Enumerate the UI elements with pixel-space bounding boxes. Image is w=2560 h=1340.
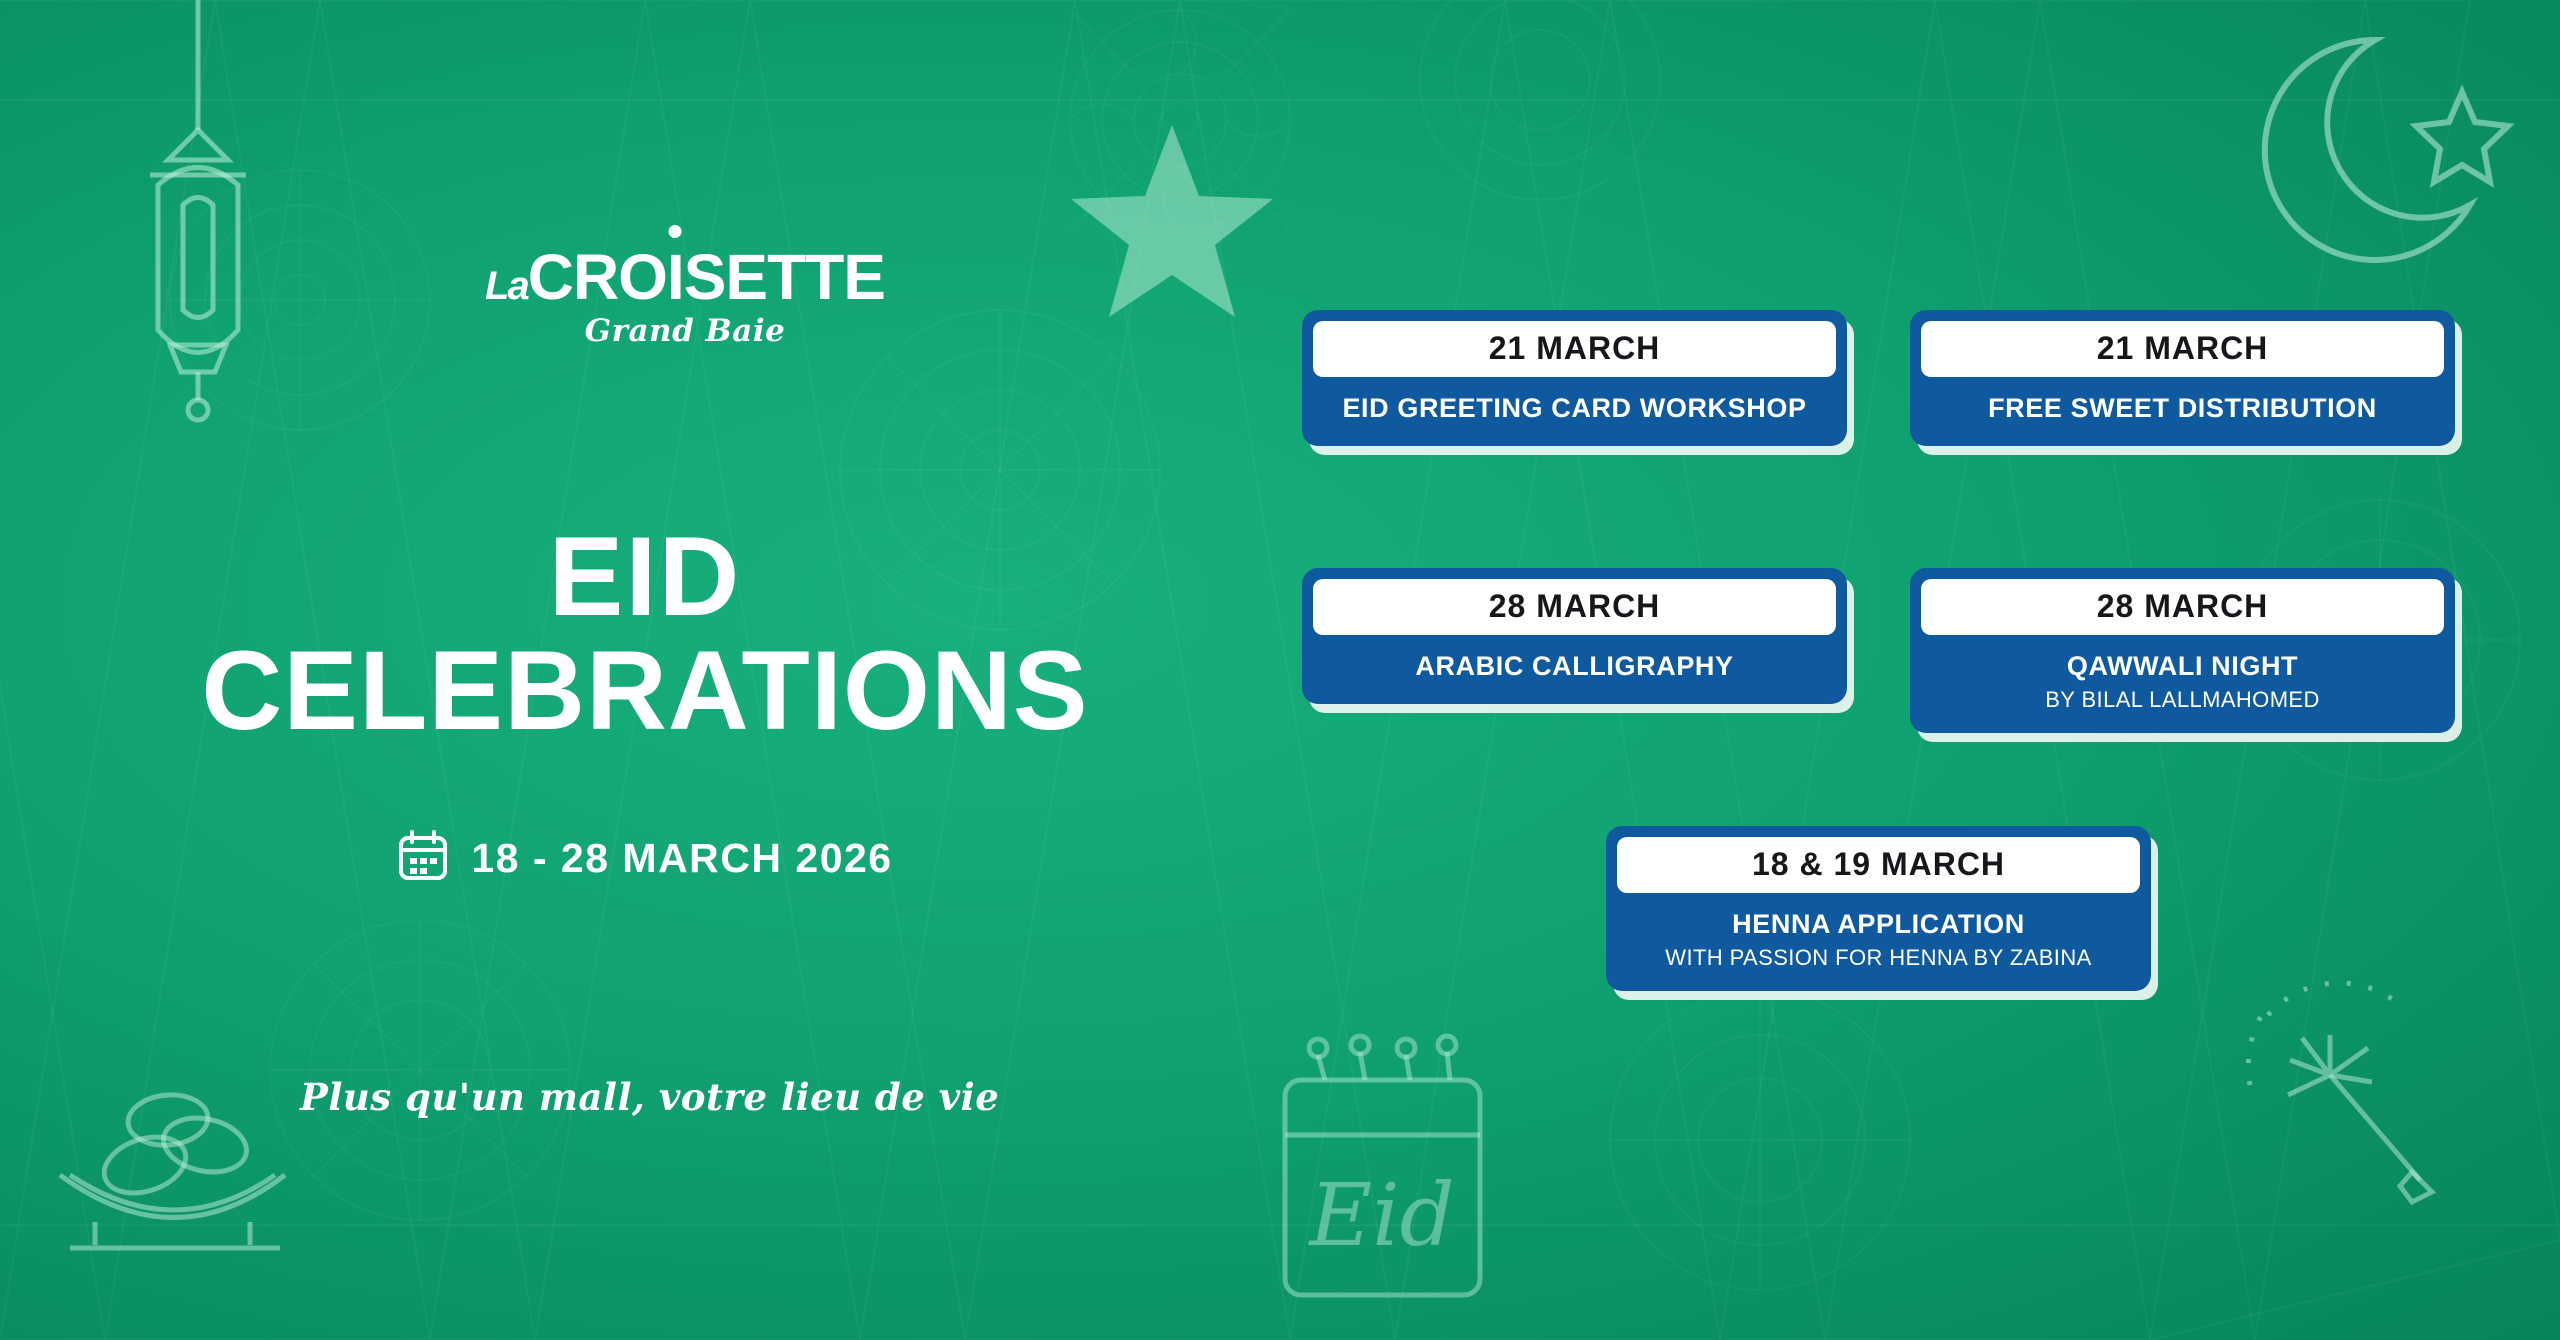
event-date: 21 MARCH [1313, 321, 1836, 377]
logo-la: La [485, 264, 528, 308]
event-title: ARABIC CALLIGRAPHY [1415, 651, 1734, 681]
logo-main-post: SETTE [683, 241, 885, 313]
event-card[interactable] [1302, 310, 1847, 446]
event-body [1302, 635, 1847, 704]
event-card[interactable] [1302, 568, 1847, 704]
event-title: QAWWALI NIGHT [2066, 651, 2299, 681]
title-line-1: EID [548, 514, 742, 639]
event-date: 18 & 19 MARCH [1617, 837, 2140, 893]
event-title: EID GREETING CARD WORKSHOP [1342, 393, 1807, 423]
event-date: 28 MARCH [1313, 579, 1836, 635]
title-line-2: CELEBRATIONS [201, 628, 1089, 754]
event-card[interactable] [1910, 568, 2455, 733]
tagline: Plus qu'un mall, votre lieu de vie [300, 1075, 1000, 1119]
event-title: FREE SWEET DISTRIBUTION [1988, 393, 2377, 423]
date-range-row [90, 830, 1200, 887]
svg-text:Eid: Eid [1309, 1166, 1455, 1266]
event-title: HENNA APPLICATION [1732, 909, 2025, 939]
date-range-text: 18 - 28 MARCH 2026 [471, 835, 893, 881]
logo-main-pre: CRO [527, 241, 667, 313]
event-card[interactable] [1606, 826, 2151, 991]
page-title [90, 514, 1200, 754]
event-date: 21 MARCH [1921, 321, 2444, 377]
event-subtitle: BY BILAL LALLMAHOMED [2045, 686, 2320, 712]
event-body [1910, 377, 2455, 446]
logo-main-dot: I [666, 241, 684, 313]
brand-logo [470, 241, 900, 349]
logo-wordmark [470, 241, 900, 313]
event-card[interactable] [1910, 310, 2455, 446]
event-date: 28 MARCH [1921, 579, 2444, 635]
event-subtitle: WITH PASSION FOR HENNA BY ZABINA [1665, 944, 2092, 970]
logo-subtitle: Grand Baie [584, 313, 786, 349]
event-body [1606, 893, 2151, 991]
event-body [1302, 377, 1847, 446]
event-cards [1290, 310, 2480, 1050]
event-body [1910, 635, 2455, 733]
calendar-icon [397, 830, 449, 887]
eid-calendar-icon [1285, 1036, 1480, 1295]
crescent-moon-star-icon [2265, 40, 2508, 260]
